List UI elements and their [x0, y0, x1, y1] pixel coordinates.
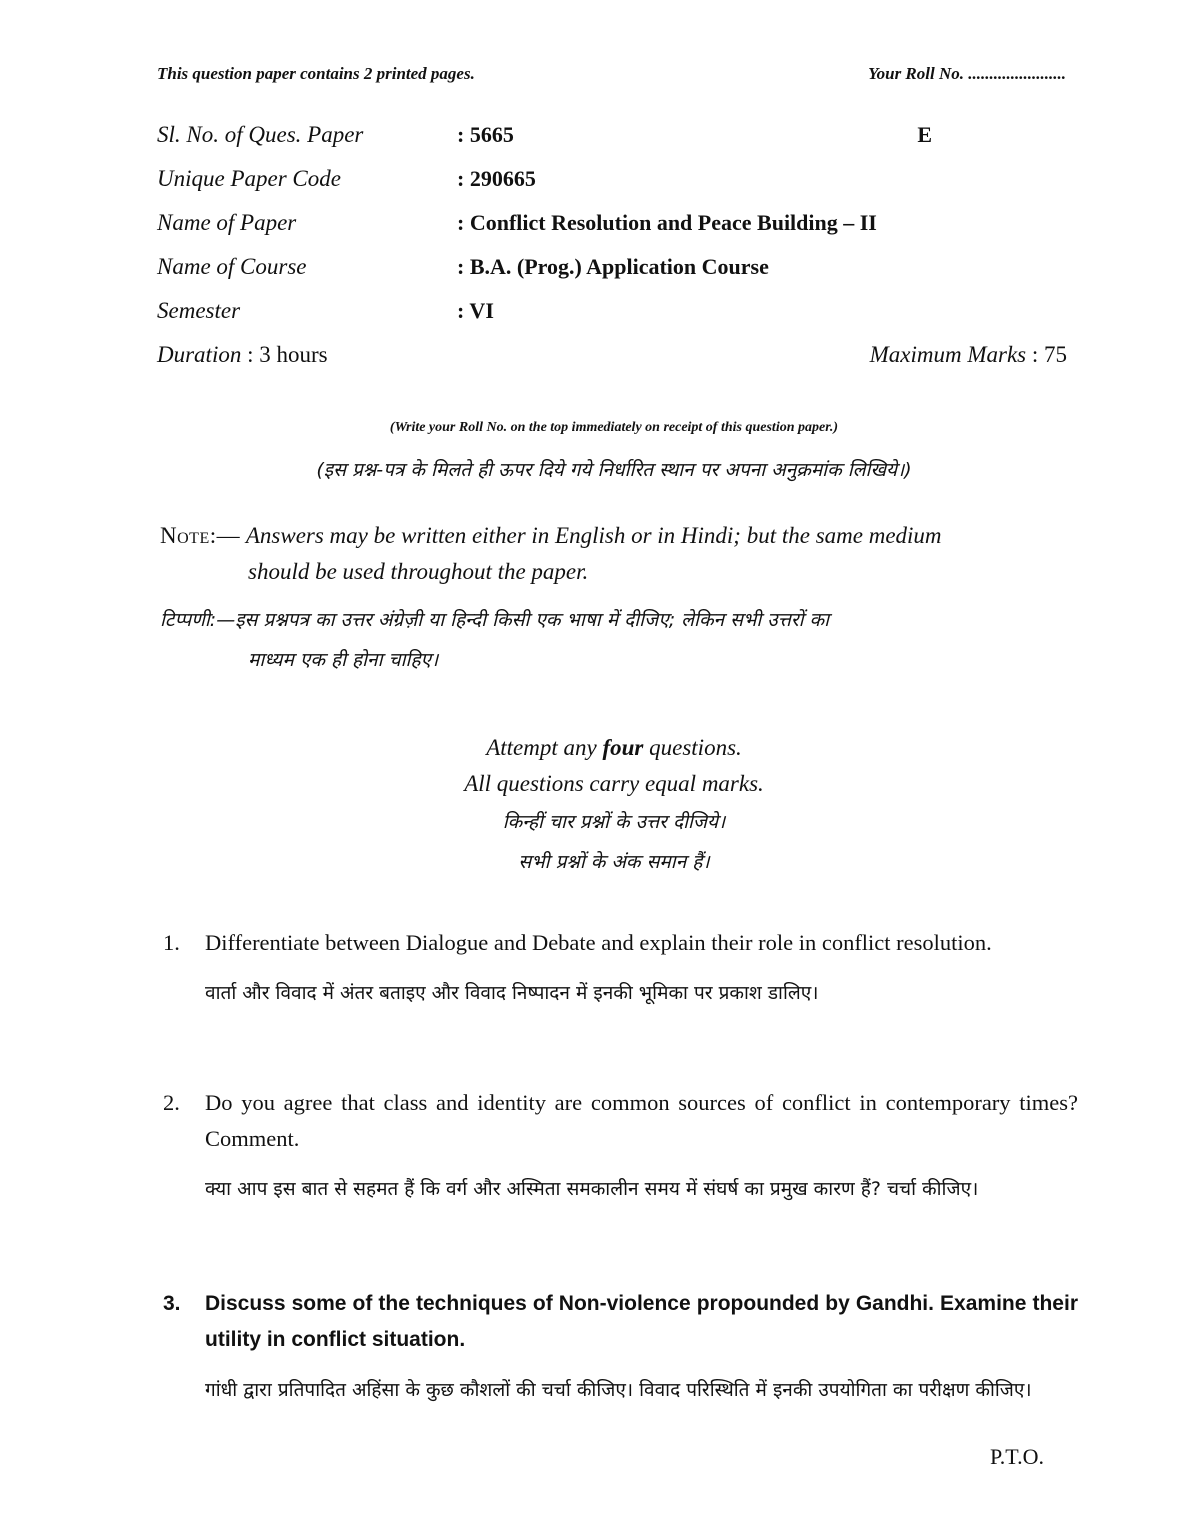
meta-row-serial: [157, 122, 1067, 166]
question-number: 3.: [163, 1292, 181, 1315]
duration: [157, 342, 328, 368]
meta-value: : Conflict Resolution and Peace Building – II: [457, 210, 877, 235]
meta-row-paper-code: [157, 166, 1067, 210]
note-line: Answers may be written either in English or in Hindi; but the same medium: [245, 523, 942, 548]
question-number: 1.: [163, 930, 180, 955]
direction-line: All questions carry equal marks.: [464, 771, 764, 796]
meta-value: : 290665: [457, 166, 536, 191]
roll-instruction-english: (Write your Roll No. on the top immediately on receipt of this question paper.): [389, 420, 839, 435]
meta-row-paper-name: [157, 210, 1067, 254]
question-hindi: वार्ता और विवाद में अंतर बताइए और विवाद निष्पादन में इनकी भूमिका पर प्रकाश डालिए।: [205, 982, 819, 1004]
meta-label: Unique Paper Code: [157, 166, 341, 191]
note-label: टिप्पणी:—: [160, 609, 236, 631]
direction-line-hindi: किन्हीं चार प्रश्नों के उत्तर दीजिये।: [502, 811, 726, 833]
direction-line-hindi: सभी प्रश्नों के अंक समान हैं।: [518, 851, 710, 873]
question-english: [163, 1085, 1078, 1157]
max-marks-value: : 75: [1031, 342, 1067, 367]
meta-row-course: [157, 254, 1067, 298]
maximum-marks: [870, 342, 1067, 368]
meta-row-semester: [157, 298, 1067, 342]
question-hindi: गांधी द्वारा प्रतिपादित अहिंसा के कुछ कौशलों की चर्चा कीजिए। विवाद परिस्थिति में इनकी उपयोगिता का परीक्षण कीजिए।: [205, 1379, 1032, 1401]
note-line: माध्यम एक ही होना चाहिए।: [248, 649, 439, 671]
please-turn-over: P.T.O.: [990, 1444, 1044, 1469]
meta-row-duration-marks: [157, 342, 1067, 386]
note-hindi: [160, 600, 1072, 680]
paper-set-code: E: [917, 122, 932, 147]
note-label: Note:—: [160, 523, 241, 548]
meta-value: : 5665: [457, 122, 514, 147]
meta-value: : VI: [457, 298, 494, 323]
question-number: 2.: [163, 1090, 180, 1115]
question-3: [163, 1286, 1078, 1410]
note-line: should be used throughout the paper.: [248, 559, 589, 584]
meta-label: Name of Paper: [157, 210, 297, 235]
note-english: [160, 518, 1072, 590]
header-row: [157, 64, 1066, 84]
question-english: [163, 1286, 1078, 1358]
meta-label: Sl. No. of Ques. Paper: [157, 122, 364, 147]
question-text: Differentiate between Dialogue and Debate and explain their role in conflict resolution.: [205, 930, 992, 955]
roll-instruction-hindi: (इस प्रश्न-पत्र के मिलते ही ऊपर दिये गये निर्धारित स्थान पर अपना अनुक्रमांक लिखिये।): [316, 459, 912, 481]
duration-label: Duration: [157, 342, 242, 367]
question-text: Discuss some of the techniques of Non-violence propounded by Gandhi. Examine their utility in conflict situation.: [205, 1292, 1078, 1351]
question-english: [163, 925, 1078, 961]
direction-text: questions.: [649, 735, 742, 760]
duration-value: : 3 hours: [247, 342, 328, 367]
question-2: [163, 1085, 1078, 1209]
meta-value: : B.A. (Prog.) Application Course: [457, 254, 769, 279]
general-directions: [0, 730, 1200, 882]
direction-emphasis: four: [602, 735, 644, 760]
meta-label: Name of Course: [157, 254, 307, 279]
question-text: Do you agree that class and identity are common sources of conflict in contemporary times? Comment.: [205, 1090, 1078, 1151]
question-hindi: क्या आप इस बात से सहमत हैं कि वर्ग और अस्मिता समकालीन समय में संघर्ष का प्रमुख कारण हैं? चर्चा कीजिए।: [205, 1178, 979, 1200]
question-1: [163, 925, 1078, 1013]
roll-number-field: Your Roll No. .......................: [868, 64, 1066, 83]
direction-line: [0, 730, 1200, 766]
paper-details: [157, 122, 1067, 386]
meta-label: Semester: [157, 298, 241, 323]
direction-text: Attempt any: [486, 735, 597, 760]
note-line: इस प्रश्नपत्र का उत्तर अंग्रेज़ी या हिन्दी किसी एक भाषा में दीजिए; लेकिन सभी उत्तरों का: [235, 609, 830, 631]
max-marks-label: Maximum Marks: [869, 342, 1027, 367]
pages-note: This question paper contains 2 printed pages.: [157, 64, 475, 83]
